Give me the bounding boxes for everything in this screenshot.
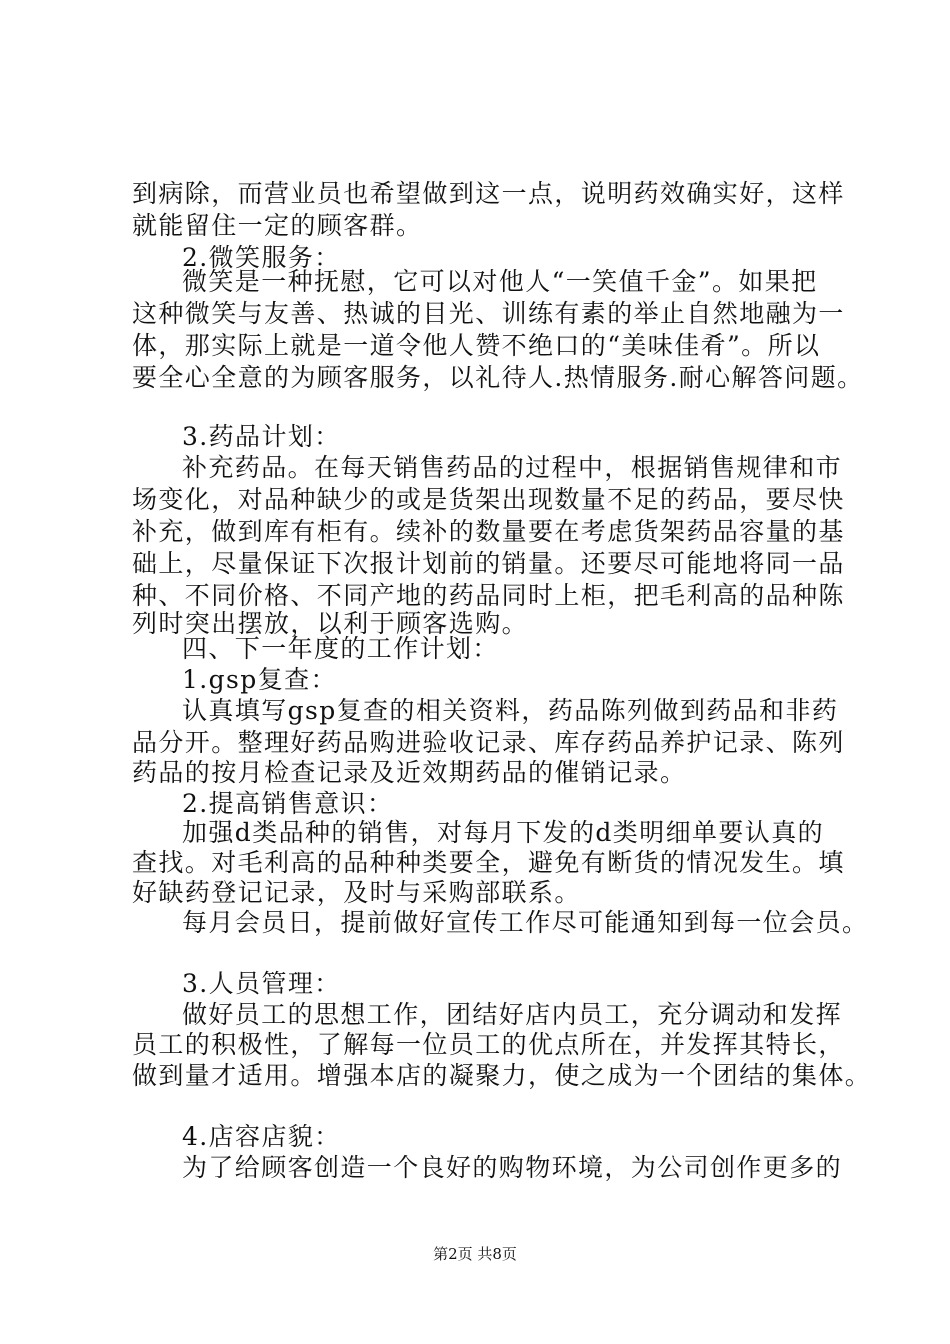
body-line: 场变化，对品种缺少的或是货架出现数量不足的药品，要尽快	[132, 485, 845, 514]
body-line: 做好员工的思想工作，团结好店内员工，充分调动和发挥	[182, 1000, 843, 1029]
body-line: 就能留住一定的顾客群。	[132, 211, 423, 240]
section-heading: 四、下一年度的工作计划：	[182, 634, 499, 663]
body-line: 为了给顾客创造一个良好的购物环境，为公司创作更多的	[182, 1153, 843, 1182]
body-line: 认真填写gsp复查的相关资料，药品陈列做到药品和非药	[182, 696, 839, 725]
body-line: 种、不同价格、不同产地的药品同时上柜，把毛利高的品种陈	[132, 581, 845, 610]
body-line: 到病除，而营业员也希望做到这一点，说明药效确实好，这样	[132, 179, 845, 208]
body-line: 础上，尽量保证下次报计划前的销量。还要尽可能地将同一品	[132, 549, 845, 578]
section-heading: 2.提高销售意识：	[182, 789, 394, 818]
page-number-footer: 第2页 共8页	[433, 1245, 517, 1263]
body-line: 要全心全意的为顾客服务，以礼待人.热情服务.耐心解答问题。	[132, 363, 864, 392]
body-line: 做到量才适用。增强本店的凝聚力，使之成为一个团结的集体。	[132, 1061, 872, 1090]
section-heading: 3.人员管理：	[182, 969, 341, 998]
section-heading: 3.药品计划：	[182, 422, 341, 451]
section-heading: 1.gsp复查：	[182, 665, 337, 694]
body-line: 药品的按月检查记录及近效期药品的催销记录。	[132, 758, 687, 787]
body-line: 这种微笑与友善、热诚的目光、训练有素的举止自然地融为一	[132, 299, 845, 328]
body-line: 员工的积极性，了解每一位员工的优点所在，并发挥其特长，	[132, 1030, 845, 1059]
body-line: 补充，做到库有柜有。续补的数量要在考虑货架药品容量的基	[132, 517, 845, 546]
section-heading: 2.微笑服务：	[182, 243, 341, 272]
body-line: 查找。对毛利高的品种种类要全，避免有断货的情况发生。填	[132, 848, 845, 877]
body-line: 补充药品。在每天销售药品的过程中，根据销售规律和市	[182, 453, 843, 482]
section-heading: 4.店容店貌：	[182, 1122, 341, 1151]
body-line: 品分开。整理好药品购进验收记录、库存药品养护记录、陈列	[132, 728, 845, 757]
body-line: 列时突出摆放，以利于顾客选购。	[132, 609, 529, 638]
body-line: 微笑是一种抚慰，它可以对他人“一笑值千金”。如果把	[182, 267, 818, 296]
body-line: 好缺药登记记录，及时与采购部联系。	[132, 878, 581, 907]
body-line: 体，那实际上就是一道令他人赞不绝口的“美味佳肴”。所以	[132, 331, 821, 360]
body-line: 每月会员日，提前做好宣传工作尽可能通知到每一位会员。	[182, 908, 869, 937]
body-line: 加强d类品种的销售，对每月下发的d类明细单要认真的	[182, 818, 825, 847]
